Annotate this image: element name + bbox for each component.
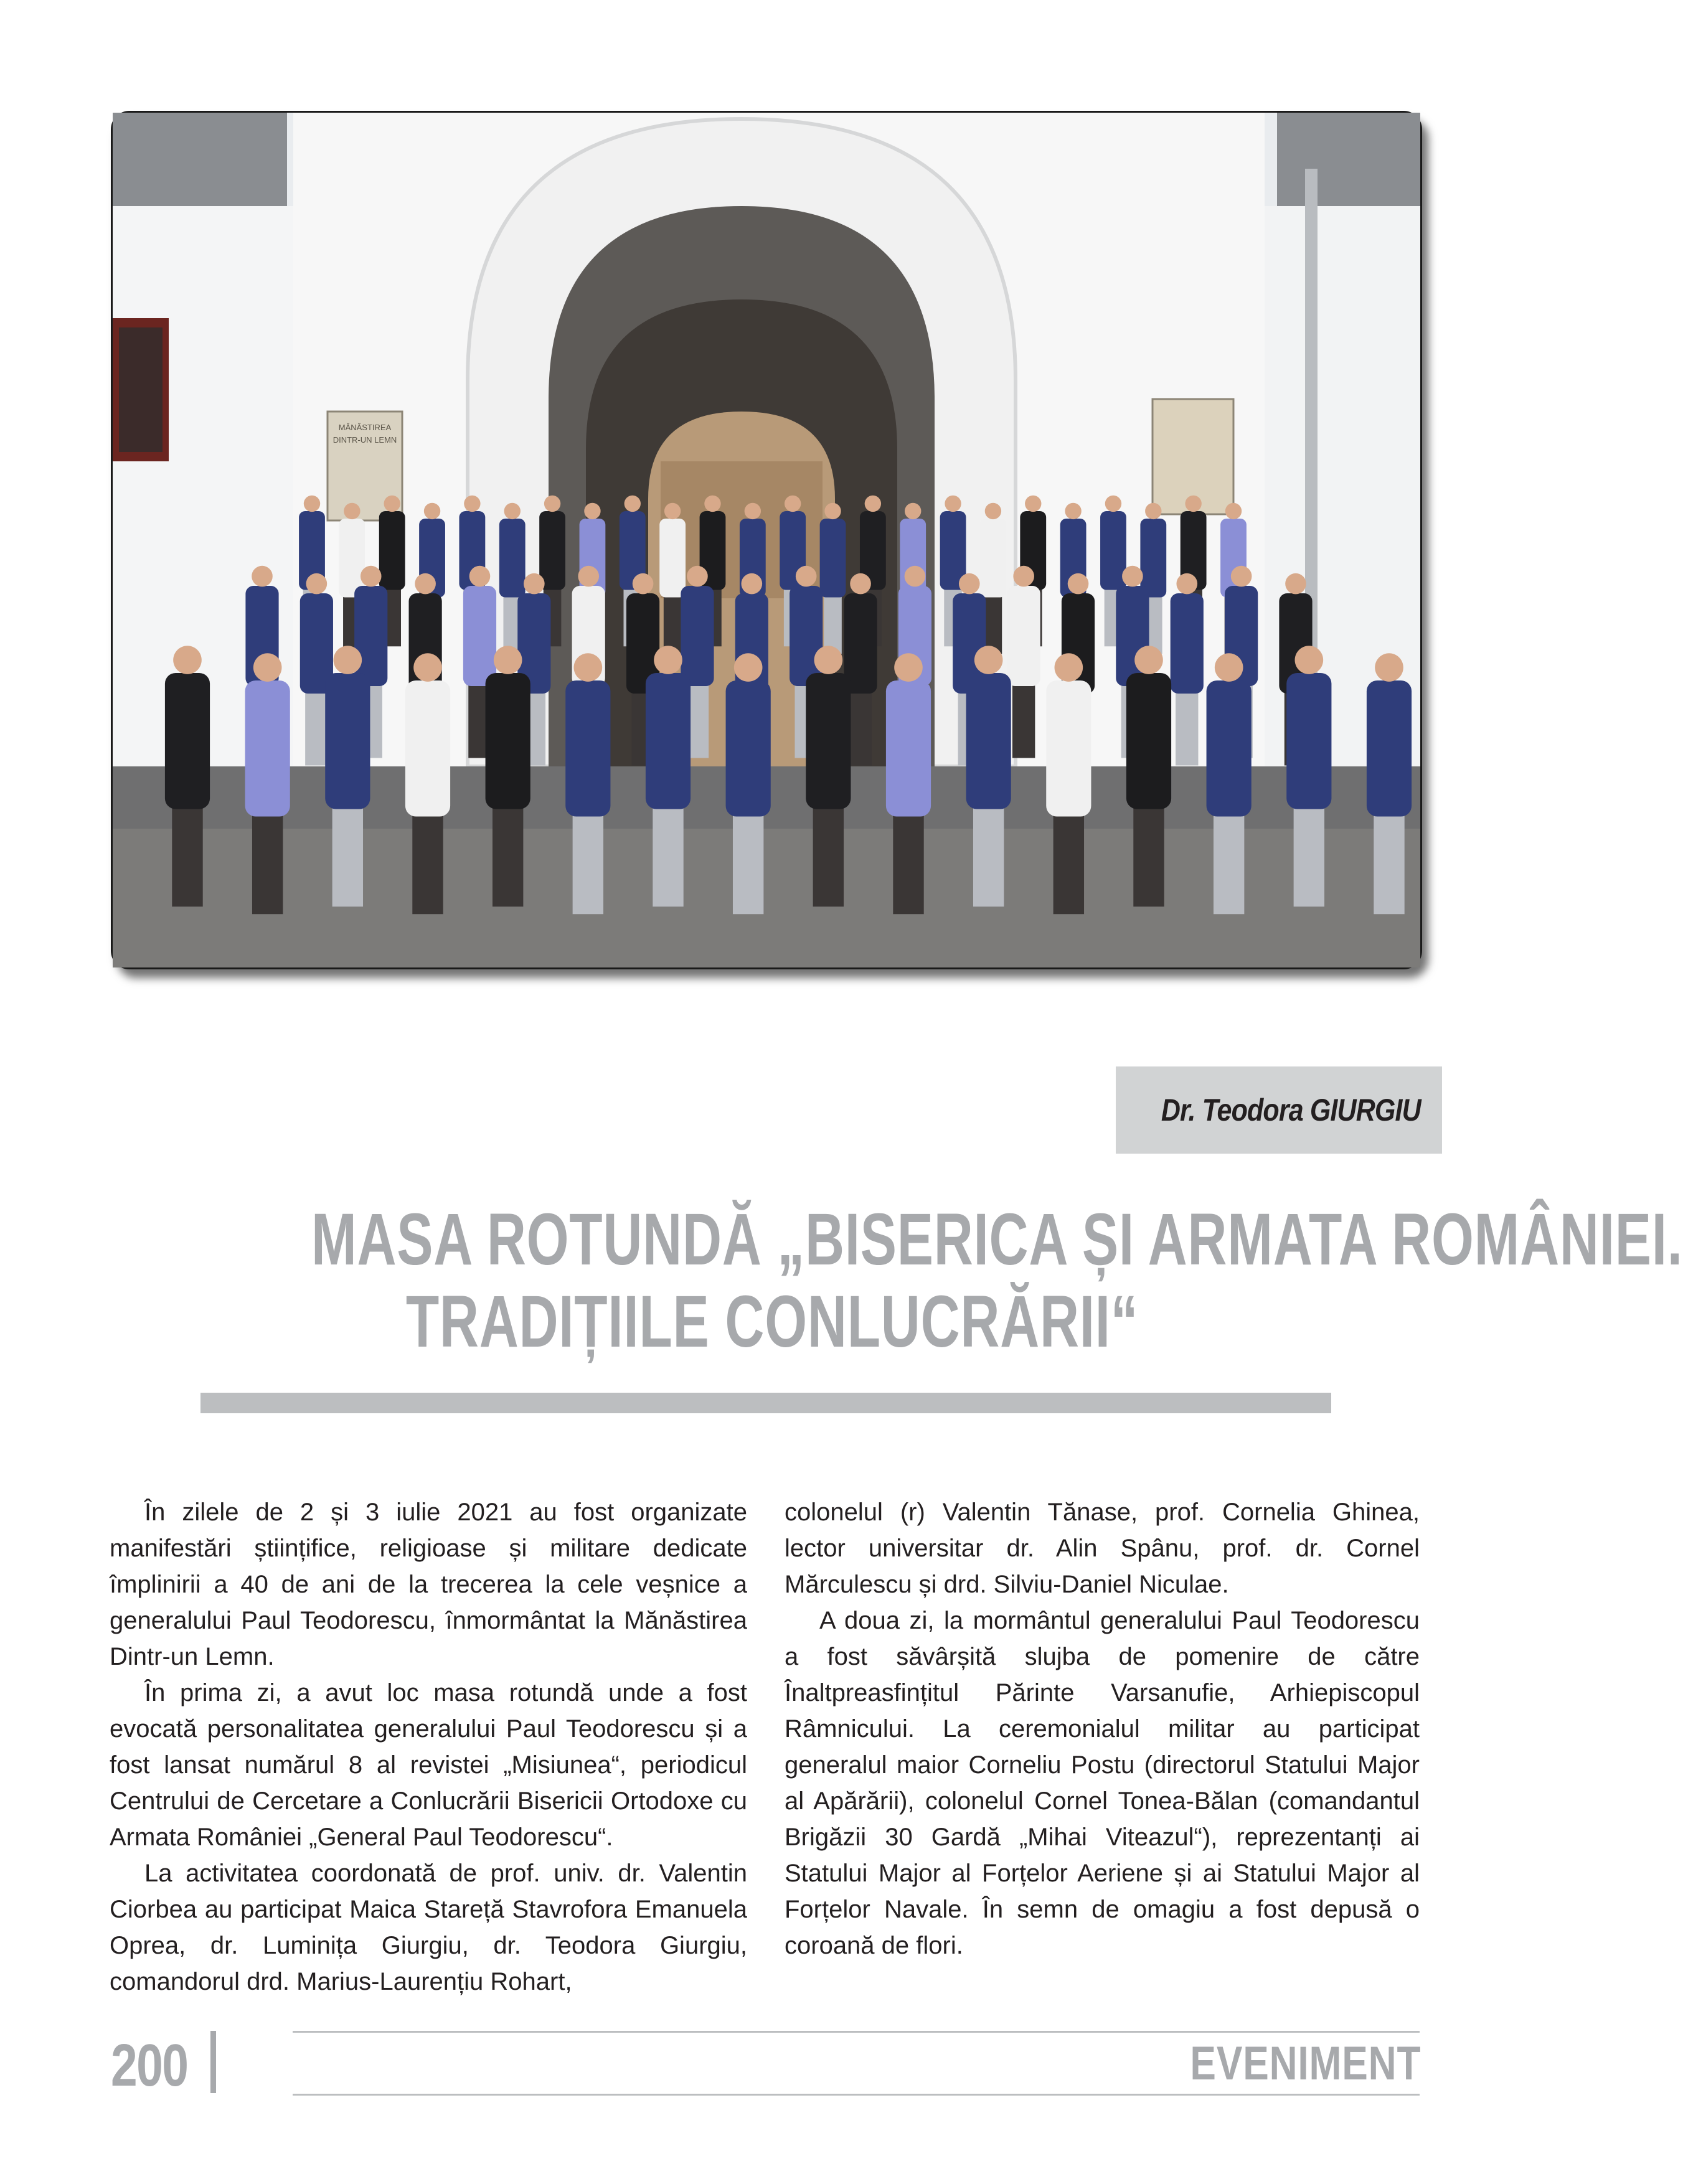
paragraph: În zilele de 2 și 3 iulie 2021 au fost organizate manifestări științifice, religioase și militare dedicate împlinirii a 40 de ani de la trecerea la cele veșnice a generalului Paul Teodorescu, înmormântat la Mănăstirea Dintr-un Lemn. <box>110 1499 747 1670</box>
paragraph: colonelul (r) Valentin Tănase, prof. Cornelia Ghinea, lector universitar dr. Alin Spânu, prof. dr. Cornel Mărculescu și drd. Silviu-Daniel Niculae. <box>785 1499 1420 1598</box>
group-photo <box>111 111 1422 969</box>
footer-rule-bottom <box>293 2094 1420 2096</box>
paragraph: În prima zi, a avut loc masa rotundă unde a fost evocată personalitatea generalului Paul Teodorescu și a fost lansat numărul 8 al revistei „Misiunea“, periodicul Centrului de Cercetare a Conlucrării Bisericii Ortodoxe cu Armata României „General Paul Teodorescu“. <box>110 1679 747 1851</box>
body-column-right <box>785 1494 1420 1964</box>
body-column-left <box>110 1494 747 2000</box>
article-title <box>149 1198 1683 1363</box>
plaque-left-text: MĂNĂSTIREA <box>338 423 392 432</box>
page-number-divider <box>210 2031 216 2093</box>
title-line-2: TRADIȚIILE CONLUCRĂRII“ <box>405 1281 1139 1363</box>
paragraph: A doua zi, la mormântul generalului Paul Teodorescu a fost săvârșită slujba de pomenire de către Înaltpreasfințitul Părinte Varsanufie, Arhiepiscopul Râmnicului. La ceremonialul militar au participat generalul maior Corneliu Postu (directorul Statului Major al Apărării), colonelul Cornel Tonea-Bălan (comandantul Brigăzii 30 Gardă „Mihai Viteazul“), reprezentanți ai Statului Major al Forțelor Aeriene și ai Statului Major al Forțelor Navale. În semn de omagiu a fost depusă o coroană de flori. <box>785 1607 1420 1959</box>
author-box <box>1116 1066 1442 1154</box>
section-label: EVENIMENT <box>1190 2037 1421 2090</box>
svg-text:DINTR-UN LEMN: DINTR-UN LEMN <box>332 435 397 445</box>
title-divider <box>200 1393 1331 1413</box>
paragraph: La activitatea coordonată de prof. univ. dr. Valentin Ciorbea au participat Maica Stareță Stavrofora Emanuela Oprea, dr. Luminița Giurgiu, dr. Teodora Giurgiu, comandorul drd. Marius-Laurențiu Rohart, <box>110 1860 747 1995</box>
page-number: 200 <box>111 2032 188 2099</box>
author-name: Dr. Teodora GIURGIU <box>1161 1093 1421 1127</box>
footer-rule-top <box>293 2031 1420 2033</box>
title-line-1: MASA ROTUNDĂ „BISERICA ȘI ARMATA ROMÂNIEI. <box>311 1198 1683 1281</box>
